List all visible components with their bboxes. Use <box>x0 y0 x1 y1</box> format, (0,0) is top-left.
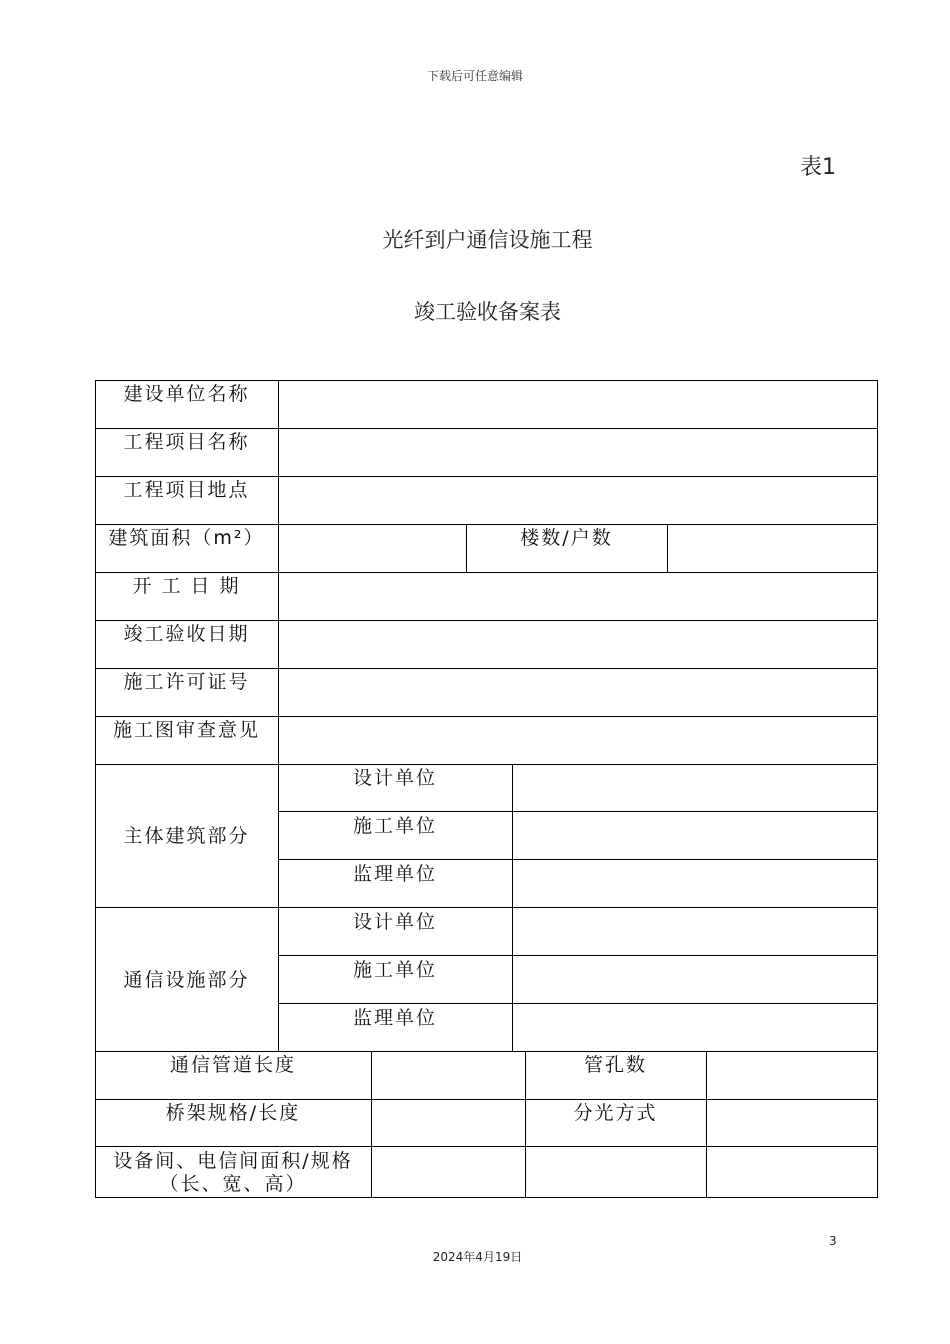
label-telecom-construction-company: 施工单位 <box>352 959 437 981</box>
label-room-area-spec: 设备间、电信间面积/规格 <box>113 1150 353 1172</box>
label-pipeline-length: 通信管道长度 <box>169 1054 296 1076</box>
label-project-name: 工程项目名称 <box>123 431 250 453</box>
label-permit-number: 施工许可证号 <box>123 671 250 693</box>
label-split-method: 分光方式 <box>573 1102 658 1124</box>
label-floors-households: 楼数/户数 <box>520 527 613 549</box>
label-duct-holes: 管孔数 <box>583 1054 647 1076</box>
label-construction-company: 施工单位 <box>352 815 437 837</box>
label-supervision-unit: 监理单位 <box>352 863 437 885</box>
label-start-date: 开 工 日 期 <box>132 575 241 597</box>
label-telecom-design-unit: 设计单位 <box>352 911 437 933</box>
label-building-area: 建筑面积（m²） <box>108 527 265 549</box>
label-telecom-section: 通信设施部分 <box>123 969 250 991</box>
label-telecom-supervision-unit: 监理单位 <box>352 1007 437 1029</box>
label-construction-unit: 建设单位名称 <box>123 383 250 405</box>
header-note: 下载后可任意编辑 <box>426 69 523 83</box>
label-design-unit: 设计单位 <box>352 767 437 789</box>
label-room-dimensions: （长、宽、高） <box>159 1173 307 1195</box>
table-number: 表1 <box>800 155 836 180</box>
page-number: 3 <box>829 1234 837 1248</box>
label-drawing-review: 施工图审查意见 <box>112 719 260 741</box>
footer-date: 2024年4月19日 <box>432 1250 523 1264</box>
label-main-building-section: 主体建筑部分 <box>123 825 250 847</box>
label-tray-spec-length: 桥架规格/长度 <box>165 1102 301 1124</box>
label-acceptance-date: 竣工验收日期 <box>123 623 250 645</box>
document-title: 光纤到户通信设施工程 <box>382 228 593 252</box>
document-subtitle: 竣工验收备案表 <box>414 300 561 324</box>
label-project-location: 工程项目地点 <box>123 479 250 501</box>
